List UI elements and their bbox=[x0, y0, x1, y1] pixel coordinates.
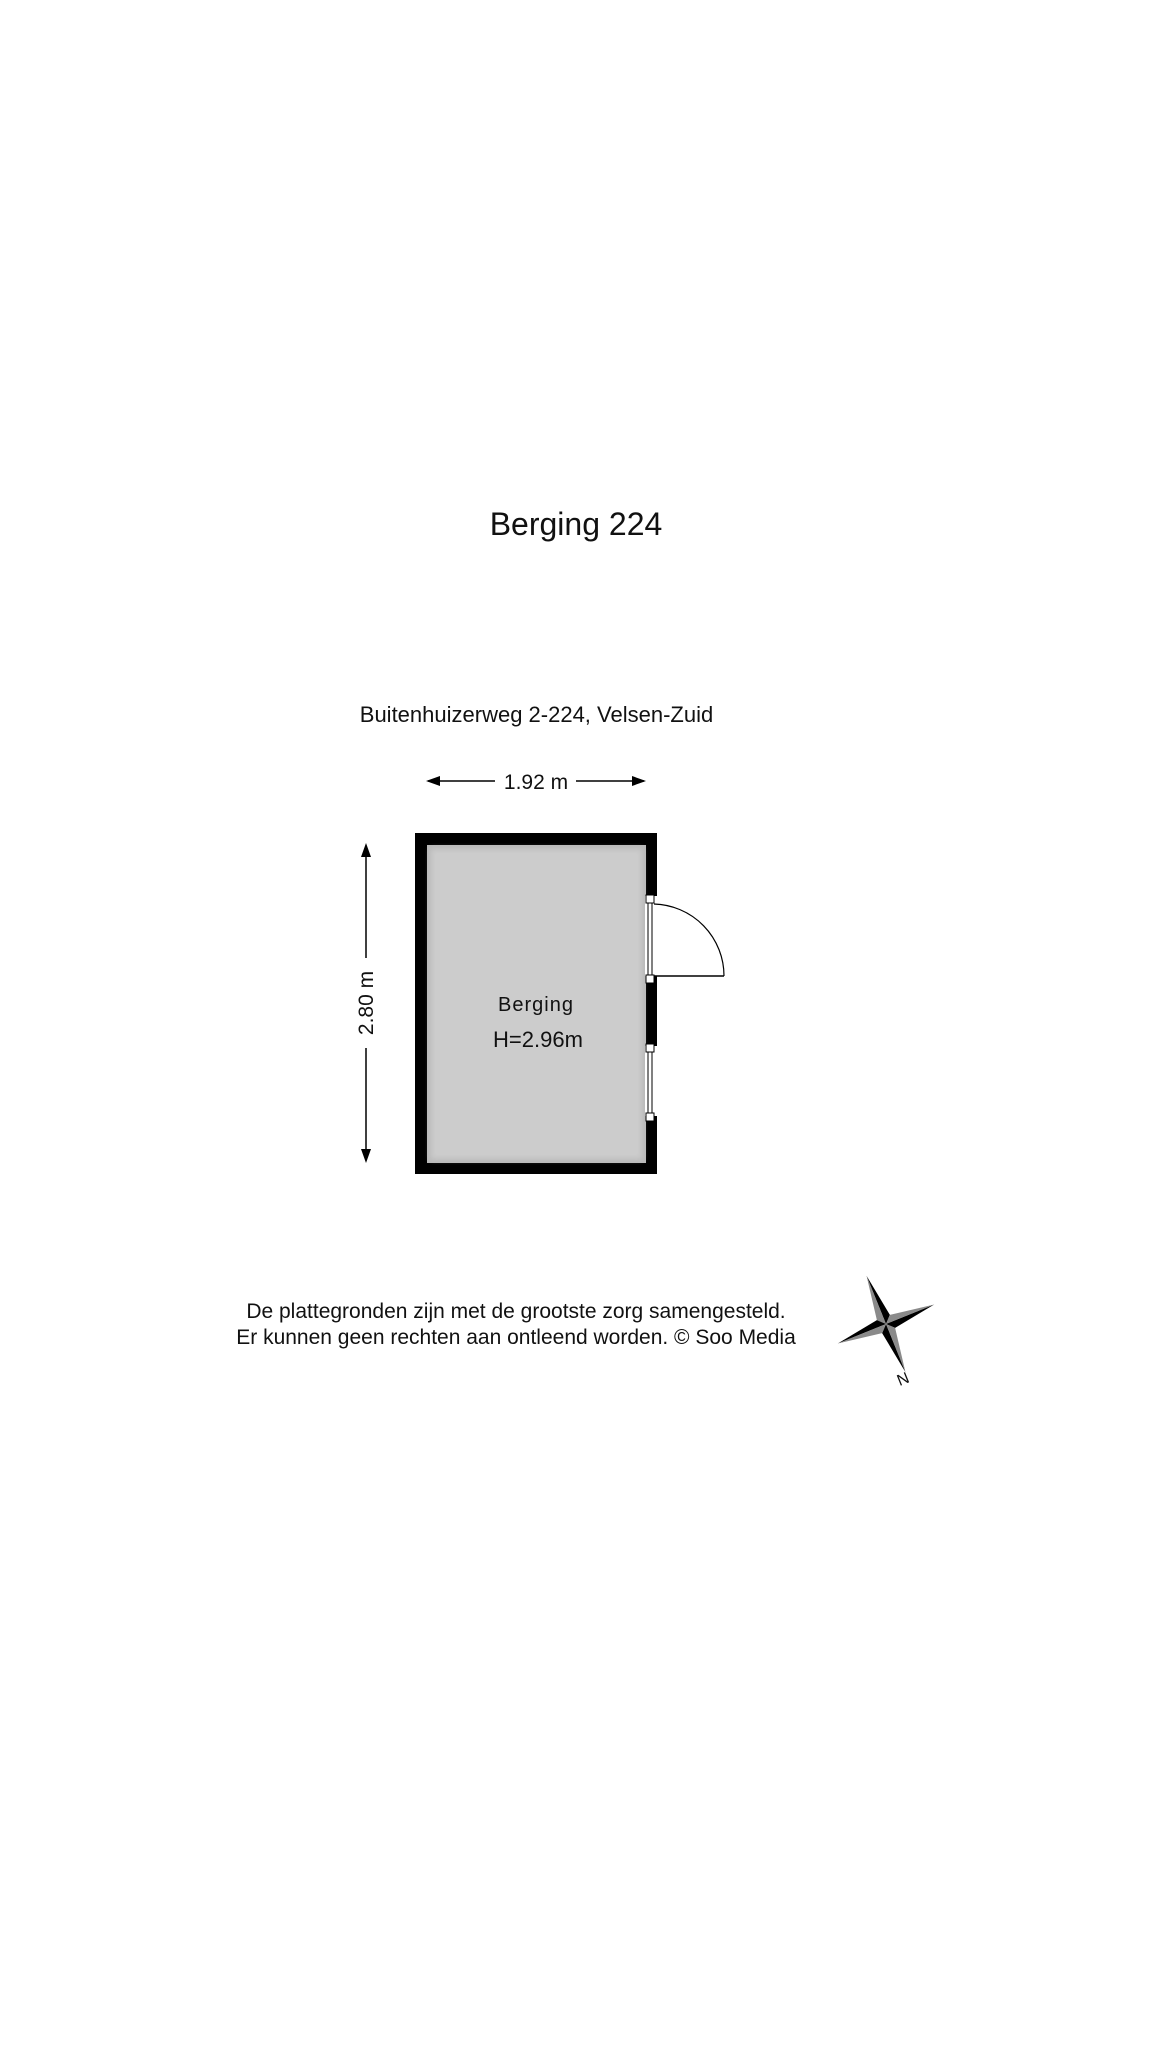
door-jamb-top bbox=[646, 895, 654, 903]
window-jamb-top bbox=[646, 1044, 654, 1052]
disclaimer bbox=[196, 1299, 836, 1351]
width-dimension-label: 1.92 m bbox=[503, 771, 569, 794]
disclaimer-line-2: Er kunnen geen rechten aan ontleend worden. © Soo Media bbox=[236, 1326, 796, 1349]
compass-north-label: N bbox=[894, 1369, 912, 1390]
height-dimension bbox=[355, 843, 378, 1163]
disclaimer-line-1: De plattegronden zijn met de grootste zorg samengesteld. bbox=[246, 1300, 786, 1323]
page-title: Berging 224 bbox=[489, 506, 663, 542]
door-swing-arc bbox=[654, 904, 724, 976]
address-label: Buitenhuizerweg 2-224, Velsen-Zuid bbox=[359, 702, 714, 727]
compass-rose-icon bbox=[818, 1256, 953, 1391]
door-jamb-bottom bbox=[646, 975, 654, 983]
width-dimension bbox=[426, 771, 646, 794]
room-name-label: Berging bbox=[498, 994, 574, 1016]
room-berging bbox=[415, 833, 724, 1174]
height-dimension-label: 2.80 m bbox=[355, 970, 378, 1036]
window-jamb-bottom bbox=[646, 1113, 654, 1121]
room-height-label: H=2.96m bbox=[493, 1027, 583, 1052]
